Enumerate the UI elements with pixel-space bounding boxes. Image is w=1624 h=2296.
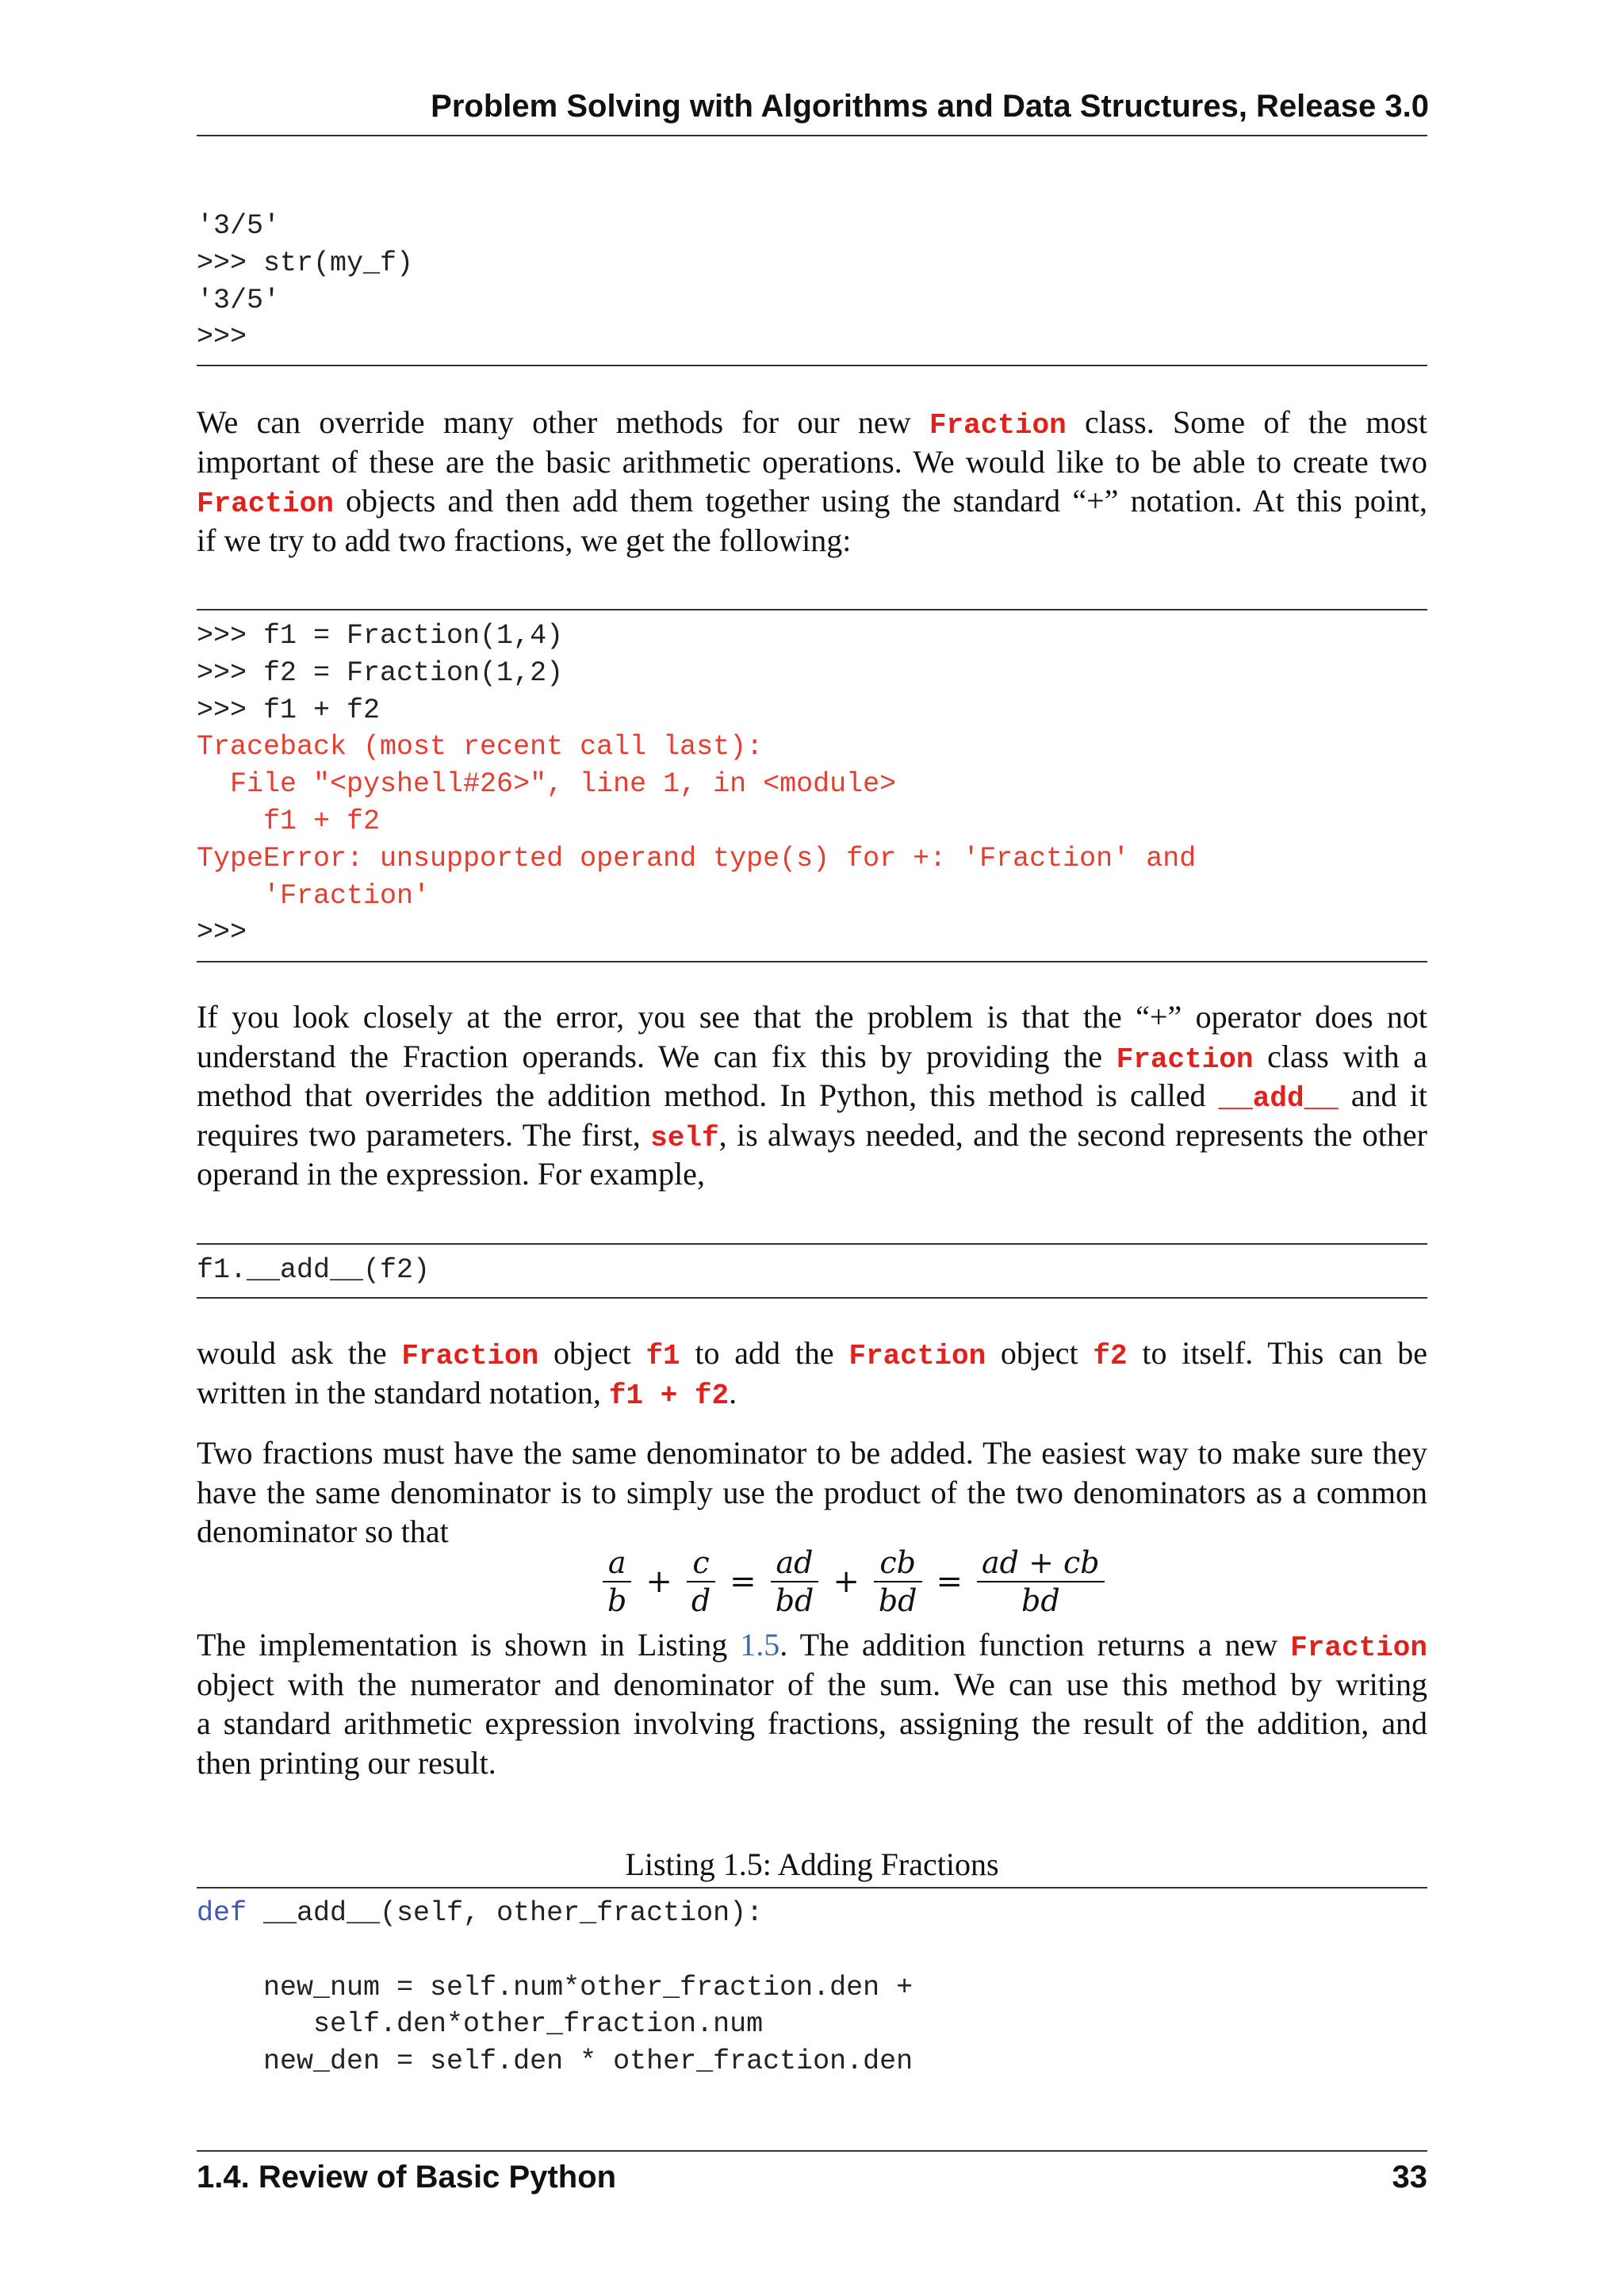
code-line: def __add__(self, other_fraction): <box>197 1897 764 1929</box>
text-line: object with the numerator and denominator of the sum. We can use this method by writing <box>197 1666 1427 1702</box>
code-block-traceback <box>197 618 1427 951</box>
code-line-error: 'Fraction' <box>197 879 431 912</box>
text-line: would ask the Fraction object f1 to add the Fraction object f2 to itself. This can be <box>197 1335 1428 1372</box>
text-line: if we try to add two fractions, we get the following: <box>197 522 852 558</box>
paragraph-common-denominator <box>197 1433 1427 1552</box>
code-line: >>> f1 = Fraction(1,4) <box>197 620 564 652</box>
code-line: '3/5' <box>197 210 281 242</box>
inline-code: Fraction <box>401 1340 539 1372</box>
code-line: >>> <box>197 916 247 949</box>
code-block-add-call <box>197 1252 1427 1289</box>
inline-code: Fraction <box>848 1340 986 1372</box>
text-line: Fraction objects and then add them together using the standard “+” notation. At this point, <box>197 483 1427 520</box>
code-line: self.den*other_fraction.num <box>197 2008 764 2041</box>
fraction: $\frac{ad + cb}{bd}$ <box>977 1544 1105 1619</box>
text-line: have the same denominator is to simply use the product of the two denominators as a common <box>197 1474 1427 1510</box>
code-block-rule <box>197 961 1427 962</box>
text-line: denominator so that <box>197 1513 449 1549</box>
listing-link[interactable]: 1.5 <box>740 1627 780 1663</box>
equals-operator: = <box>730 1563 756 1600</box>
code-block-rule <box>197 365 1427 366</box>
text-line: a standard arithmetic expression involving fractions, assigning the result of the addition, and <box>197 1705 1427 1741</box>
text-line: If you look closely at the error, you see that the problem is that the “+” operator does not <box>197 999 1427 1035</box>
code-line: new_den = self.den * other_fraction.den <box>197 2045 914 2078</box>
inline-code: f2 <box>1093 1340 1128 1372</box>
text-line: We can override many other methods for our new Fraction class. Some of the most <box>197 404 1427 442</box>
text-line: then printing our result. <box>197 1744 496 1781</box>
code-line: >>> str(my_f) <box>197 247 414 279</box>
text-line: method that overrides the addition method. In Python, this method is called __add__ and it <box>197 1077 1427 1115</box>
keyword: def <box>197 1897 247 1929</box>
footer-section-title: 1.4. Review of Basic Python <box>197 2160 617 2195</box>
text-line: operand in the expression. For example, <box>197 1156 705 1192</box>
paragraph-add-usage <box>197 1334 1427 1412</box>
paragraph-error-explanation <box>197 997 1427 1194</box>
inline-code: f1 <box>645 1340 680 1372</box>
text-line: understand the Fraction operands. We can fix this by providing the Fraction class with a <box>197 1038 1427 1076</box>
code-line-error: File "<pyshell#26>", line 1, in <module> <box>197 768 897 801</box>
code-line-error: TypeError: unsupported operand type(s) for +: 'Fraction' and <box>197 842 1197 874</box>
fraction: $\frac{cb}{bd}$ <box>874 1544 922 1619</box>
footer-rule <box>197 2150 1427 2152</box>
plus-operator: + <box>645 1563 672 1600</box>
code-line: >>> f2 = Fraction(1,2) <box>197 656 564 689</box>
listing-code <box>197 1895 1427 2080</box>
running-header: Problem Solving with Algorithms and Data Structures, Release 3.0 <box>431 89 1429 124</box>
text-line: requires two parameters. The first, self, is always needed, and the second represents the other <box>197 1116 1427 1154</box>
fraction: $\frac{ad}{bd}$ <box>771 1544 819 1619</box>
code-block-str-output <box>197 208 1427 356</box>
inline-code: Fraction <box>1116 1043 1254 1076</box>
listing-rule <box>197 1887 1427 1888</box>
listing-caption: Listing 1.5: Adding Fractions <box>625 1846 999 1882</box>
header-rule <box>197 135 1427 136</box>
plus-operator: + <box>833 1563 860 1600</box>
paragraph-implementation <box>197 1625 1427 1782</box>
fraction: $\frac{c}{d}$ <box>687 1544 715 1619</box>
text-line: Two fractions must have the same denominator to be added. The easiest way to make sure they <box>197 1435 1427 1471</box>
code-line: '3/5' <box>197 284 281 316</box>
fraction: $\frac{a}{b}$ <box>603 1544 631 1619</box>
inline-code: __add__ <box>1218 1082 1339 1115</box>
code-line: f1.__add__(f2) <box>197 1254 431 1286</box>
inline-code: f1 + f2 <box>608 1379 730 1412</box>
code-line: >>> f1 + f2 <box>197 694 381 726</box>
code-line <box>197 1932 1427 1969</box>
page-number: 33 <box>1392 2160 1427 2195</box>
code-line: new_num = self.num*other_fraction.den + <box>197 1971 914 2003</box>
paragraph-override-methods <box>197 403 1427 560</box>
text-line: written in the standard notation, f1 + f2. <box>197 1374 737 1412</box>
inline-code: Fraction <box>929 409 1067 442</box>
code-block-rule <box>197 609 1427 610</box>
inline-code: self <box>650 1121 719 1154</box>
inline-code: Fraction <box>197 488 334 520</box>
code-block-rule <box>197 1243 1427 1245</box>
code-line-error: f1 + f2 <box>197 805 381 837</box>
code-line-error: Traceback (most recent call last): <box>197 731 764 763</box>
code-line: >>> <box>197 321 247 354</box>
code-block-rule <box>197 1297 1427 1299</box>
text-line: The implementation is shown in Listing 1.5. The addition function returns a new Fraction <box>197 1627 1427 1664</box>
text-line: important of these are the basic arithmetic operations. We would like to be able to create two <box>197 443 1427 480</box>
equals-operator: = <box>936 1563 963 1600</box>
fraction-addition-formula <box>603 1538 1105 1625</box>
inline-code: Fraction <box>1290 1632 1427 1664</box>
